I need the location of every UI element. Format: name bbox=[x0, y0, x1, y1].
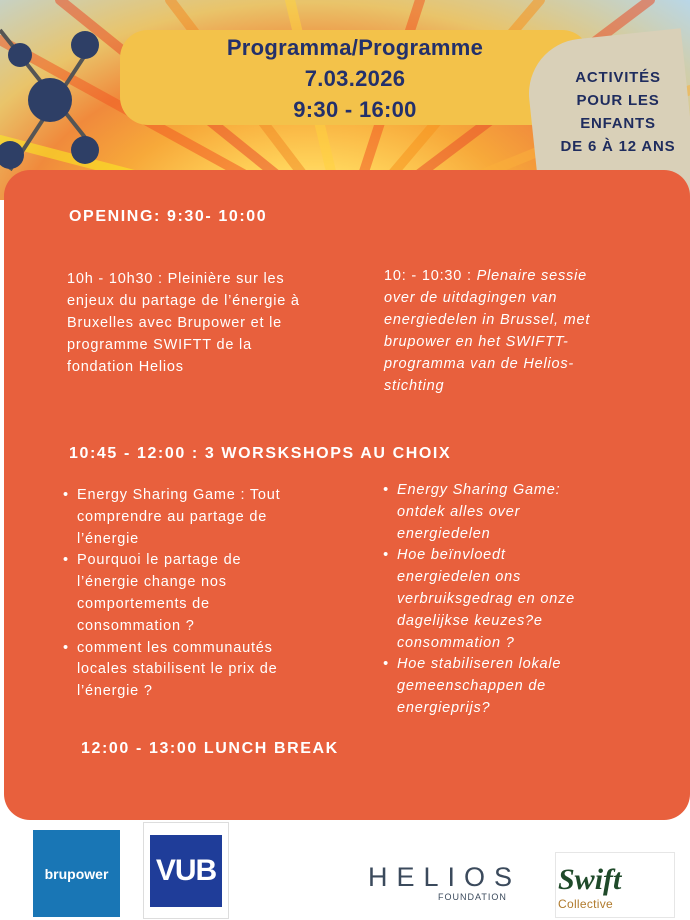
workshop-item-line: comportements de bbox=[77, 595, 210, 612]
workshop-item-line: dagelijkse keuzes?e bbox=[397, 612, 543, 629]
workshop-item-line: comprendre au partage de bbox=[77, 508, 268, 525]
kids-line-3: ENFANTS bbox=[580, 115, 656, 132]
opening-fr-line: enjeux du partage de l’énergie à bbox=[67, 293, 300, 309]
workshop-item bbox=[63, 550, 363, 637]
swift-collective-label: Collective bbox=[558, 897, 614, 911]
workshop-item-line: • Hoe stabiliseren lokale bbox=[397, 656, 562, 673]
workshop-item-line: gemeenschappen de bbox=[397, 678, 547, 695]
opening-fr-line: programme SWIFTT de la bbox=[67, 337, 252, 353]
opening-fr-line: fondation Helios bbox=[67, 359, 184, 375]
program-title: Programma/Programme bbox=[226, 35, 484, 60]
workshop-item-line: energieprijs? bbox=[397, 699, 491, 716]
opening-nl-line: energiedelen in Brussel, met bbox=[384, 312, 591, 328]
opening-nl-line: stichting bbox=[384, 378, 445, 394]
workshop-item-line: ontdek alles over bbox=[397, 503, 521, 520]
opening-nl-line: Plenaire sessie bbox=[476, 268, 587, 284]
workshop-item-line: locales stabilisent le prix de bbox=[77, 661, 278, 678]
vub-logo bbox=[143, 822, 229, 919]
kids-line-4: DE 6 À 12 ANS bbox=[560, 138, 676, 155]
helios-foundation-logo bbox=[368, 862, 522, 912]
workshops-french-list bbox=[63, 485, 363, 703]
workshop-item-line: • Energy Sharing Game : Tout bbox=[77, 487, 281, 503]
lunch-heading: 12:00 - 13:00 LUNCH BREAK bbox=[81, 740, 339, 757]
program-title-box bbox=[120, 30, 590, 125]
workshop-item-line: energiedelen ons bbox=[397, 569, 522, 586]
helios-foundation-label: FOUNDATION bbox=[438, 892, 507, 902]
workshop-item-line: consommation ? bbox=[397, 634, 515, 651]
kids-line-2: POUR LES bbox=[576, 92, 660, 109]
opening-nl-time: 10: - 10:30 : bbox=[384, 268, 477, 284]
workshops-dutch-list bbox=[383, 480, 683, 720]
helios-wordmark: HELIOS bbox=[368, 862, 522, 892]
workshop-item-line: l’énergie bbox=[77, 530, 140, 547]
opening-french-text bbox=[67, 268, 367, 378]
workshop-item-line: consommation ? bbox=[77, 617, 195, 634]
workshop-item bbox=[383, 545, 683, 654]
workshops-heading: 10:45 - 12:00 : 3 WORSKSHOPS AU CHOIX bbox=[69, 445, 452, 462]
workshop-item-line: • Hoe beïnvloedt bbox=[397, 547, 506, 564]
workshop-item bbox=[383, 654, 683, 719]
workshop-item-line: energiedelen bbox=[397, 525, 491, 542]
workshop-item-line: • Energy Sharing Game: bbox=[397, 482, 561, 498]
workshop-item-line: • Pourquoi le partage de bbox=[77, 552, 242, 569]
event-hours: 9:30 - 16:00 bbox=[293, 97, 417, 122]
brupower-logo: brupower bbox=[33, 830, 120, 917]
kids-line-1: ACTIVITÉS bbox=[575, 69, 661, 86]
swift-collective-logo bbox=[555, 852, 675, 918]
opening-nl-line: brupower en het SWIFTT- bbox=[384, 334, 569, 350]
vub-logo-mark: VUB bbox=[150, 835, 222, 907]
workshop-item-line: l’énergie change nos bbox=[77, 574, 227, 591]
opening-fr-line: 10h - 10h30 : Pleinière sur les bbox=[67, 271, 285, 287]
workshop-item bbox=[383, 480, 683, 545]
opening-nl-line: over de uitdagingen van bbox=[384, 290, 558, 306]
workshop-item bbox=[63, 638, 363, 703]
workshop-item bbox=[63, 485, 363, 550]
opening-nl-line: programma van de Helios- bbox=[384, 356, 575, 372]
kids-activities-text bbox=[548, 66, 688, 158]
swift-wordmark: Swift bbox=[558, 863, 622, 896]
workshop-item-line: l’énergie ? bbox=[77, 683, 153, 700]
workshop-item-line: verbruiksgedrag en onze bbox=[397, 590, 575, 607]
workshop-item-line: • comment les communautés bbox=[77, 639, 273, 656]
opening-dutch-text bbox=[384, 265, 684, 397]
event-date: 7.03.2026 bbox=[304, 66, 406, 91]
opening-heading: OPENING: 9:30- 10:00 bbox=[69, 208, 268, 225]
opening-fr-line: Bruxelles avec Brupower et le bbox=[67, 315, 283, 331]
